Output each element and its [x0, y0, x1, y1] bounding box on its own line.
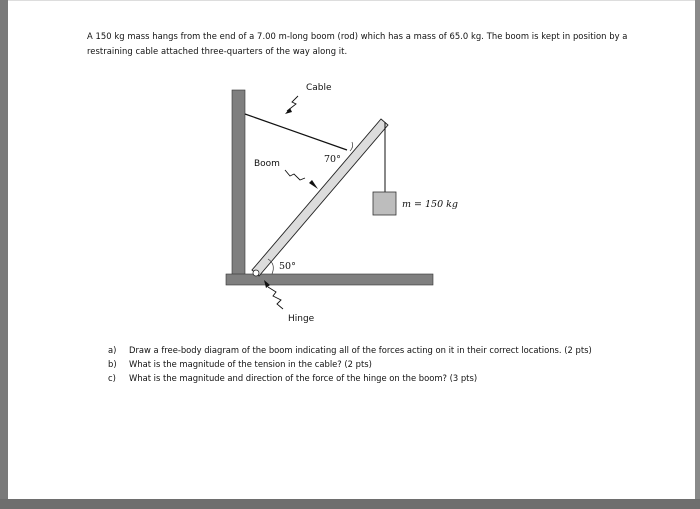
wall	[232, 90, 245, 276]
question-list	[108, 343, 628, 385]
boom-label: Boom	[254, 159, 280, 169]
cable-pointer	[287, 96, 298, 111]
problem-statement: A 150 kg mass hangs from the end of a 7.00 m-long boom (rod) which has a mass of 65.0 kg. The boom is kept in position by a restraining cable attached three-quarters of the way along it.	[87, 31, 628, 56]
hinge-pin	[253, 270, 259, 276]
question-a-label: a)	[108, 345, 117, 355]
question-c	[108, 371, 628, 385]
question-b-text: What is the magnitude of the tension in the cable? (2 pts)	[129, 359, 372, 369]
cable-label: Cable	[306, 83, 332, 93]
angle-label-bottom: 50°	[279, 261, 296, 272]
hanging-mass	[373, 192, 396, 215]
boom-rod	[252, 119, 388, 276]
question-a-text: Draw a free-body diagram of the boom indicating all of the forces acting on it in their correct locations. (2 pts)	[129, 345, 592, 355]
question-b	[108, 357, 628, 371]
question-c-text: What is the magnitude and direction of the force of the hinge on the boom? (3 pts)	[129, 373, 478, 383]
hinge-pointer	[268, 287, 283, 309]
hinge-label: Hinge	[288, 314, 315, 324]
boom-pointer-arrowhead	[309, 180, 318, 189]
question-b-label: b)	[108, 359, 117, 369]
mass-label: m = 150 kg	[402, 199, 458, 210]
angle-arc-top	[350, 142, 353, 151]
question-a	[108, 343, 628, 357]
cable	[245, 114, 347, 150]
angle-label-top: 70°	[324, 154, 341, 165]
cable-pointer-arrowhead	[285, 108, 292, 114]
boom-pointer	[285, 170, 305, 180]
question-c-label: c)	[108, 373, 116, 383]
